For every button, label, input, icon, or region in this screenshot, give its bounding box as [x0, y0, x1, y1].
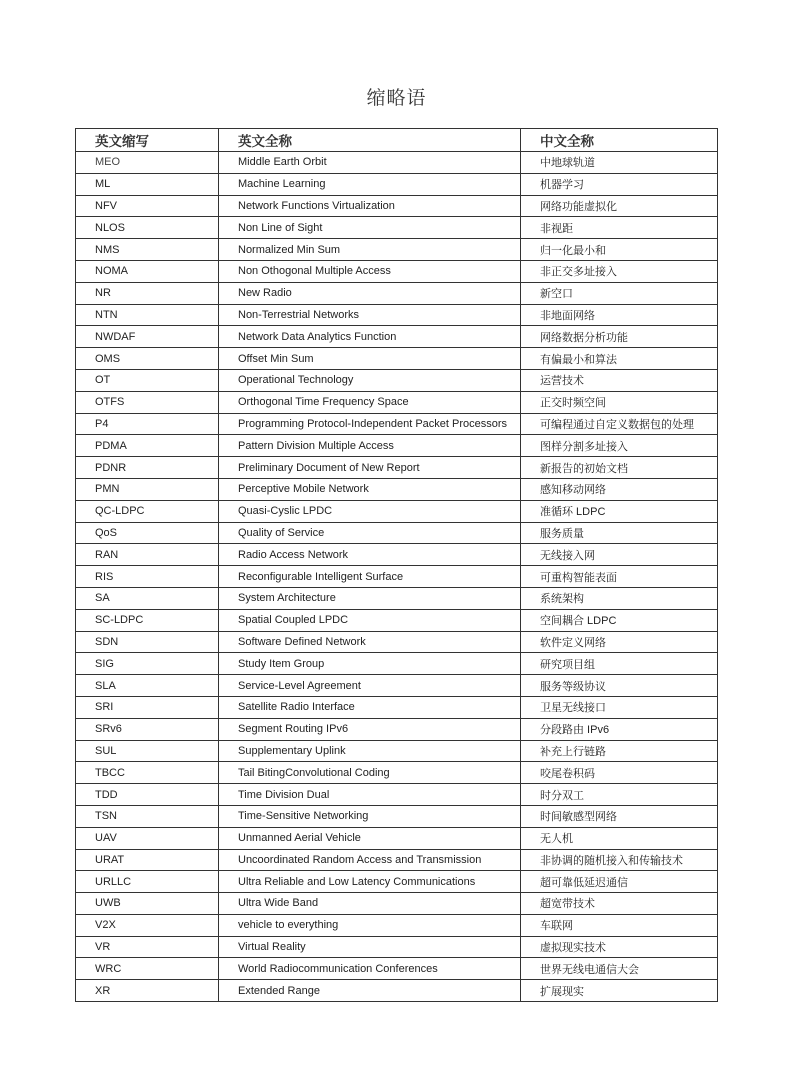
chinese-name-cell: 可编程通过自定义数据包的处理 — [521, 413, 718, 435]
abbreviation-cell: NMS — [76, 239, 219, 261]
table-row — [76, 587, 718, 609]
english-name-cell: Software Defined Network — [219, 631, 521, 653]
abbreviation-cell: PDMA — [76, 435, 219, 457]
english-name-cell: Extended Range — [219, 980, 521, 1002]
chinese-name-cell: 非协调的随机接入和传输技术 — [521, 849, 718, 871]
abbreviation-cell: MEO — [76, 152, 219, 174]
chinese-name-cell: 归一化最小和 — [521, 239, 718, 261]
chinese-name-cell: 新报告的初始文档 — [521, 457, 718, 479]
abbreviation-cell: NTN — [76, 304, 219, 326]
table-row — [76, 827, 718, 849]
abbreviations-table — [75, 128, 718, 1002]
abbreviation-cell: OMS — [76, 348, 219, 370]
chinese-name-cell: 车联网 — [521, 914, 718, 936]
table-row — [76, 958, 718, 980]
chinese-name-cell: 可重构智能表面 — [521, 566, 718, 588]
table-row — [76, 173, 718, 195]
chinese-name-cell: 研究项目组 — [521, 653, 718, 675]
english-name-cell: Reconfigurable Intelligent Surface — [219, 566, 521, 588]
abbreviation-cell: TSN — [76, 805, 219, 827]
table-row — [76, 936, 718, 958]
english-name-cell: Middle Earth Orbit — [219, 152, 521, 174]
table-row — [76, 326, 718, 348]
english-name-cell: Normalized Min Sum — [219, 239, 521, 261]
abbreviation-cell: SRI — [76, 696, 219, 718]
header-chinese-full-name: 中文全称 — [521, 129, 718, 152]
english-name-cell: Quality of Service — [219, 522, 521, 544]
table-row — [76, 805, 718, 827]
chinese-name-cell: 中地球轨道 — [521, 152, 718, 174]
chinese-name-cell: 感知移动网络 — [521, 478, 718, 500]
chinese-name-cell: 无线接入网 — [521, 544, 718, 566]
table-row — [76, 304, 718, 326]
chinese-name-cell: 新空口 — [521, 282, 718, 304]
table-row — [76, 348, 718, 370]
table-row — [76, 893, 718, 915]
abbreviation-cell: UAV — [76, 827, 219, 849]
abbreviation-cell: TDD — [76, 784, 219, 806]
table-body — [76, 152, 718, 1002]
chinese-name-cell: 补充上行链路 — [521, 740, 718, 762]
chinese-name-cell: 无人机 — [521, 827, 718, 849]
chinese-name-cell: 图样分割多址接入 — [521, 435, 718, 457]
english-name-cell: vehicle to everything — [219, 914, 521, 936]
english-name-cell: System Architecture — [219, 587, 521, 609]
abbreviation-cell: P4 — [76, 413, 219, 435]
chinese-name-cell: 世界无线电通信大会 — [521, 958, 718, 980]
abbreviation-cell: NLOS — [76, 217, 219, 239]
table-row — [76, 566, 718, 588]
table-row — [76, 500, 718, 522]
abbreviation-cell: WRC — [76, 958, 219, 980]
english-name-cell: World Radiocommunication Conferences — [219, 958, 521, 980]
abbreviation-cell: SLA — [76, 675, 219, 697]
abbreviation-cell: NOMA — [76, 260, 219, 282]
english-name-cell: Virtual Reality — [219, 936, 521, 958]
table-row — [76, 696, 718, 718]
abbreviation-cell: PMN — [76, 478, 219, 500]
abbreviation-cell: QoS — [76, 522, 219, 544]
english-name-cell: Perceptive Mobile Network — [219, 478, 521, 500]
table-row — [76, 457, 718, 479]
table-row — [76, 871, 718, 893]
table-row — [76, 914, 718, 936]
table-row — [76, 195, 718, 217]
chinese-name-cell: 超宽带技术 — [521, 893, 718, 915]
chinese-name-cell: 卫星无线接口 — [521, 696, 718, 718]
english-name-cell: Uncoordinated Random Access and Transmission — [219, 849, 521, 871]
chinese-name-cell: 软件定义网络 — [521, 631, 718, 653]
table-row — [76, 391, 718, 413]
english-name-cell: Quasi-Cyslic LPDC — [219, 500, 521, 522]
abbreviation-cell: SIG — [76, 653, 219, 675]
chinese-name-cell: 分段路由 IPv6 — [521, 718, 718, 740]
english-name-cell: Time-Sensitive Networking — [219, 805, 521, 827]
chinese-name-cell: 非地面网络 — [521, 304, 718, 326]
english-name-cell: Satellite Radio Interface — [219, 696, 521, 718]
english-name-cell: Non-Terrestrial Networks — [219, 304, 521, 326]
chinese-name-cell: 空间耦合 LDPC — [521, 609, 718, 631]
chinese-name-cell: 有偏最小和算法 — [521, 348, 718, 370]
table-row — [76, 478, 718, 500]
table-row — [76, 653, 718, 675]
chinese-name-cell: 时分双工 — [521, 784, 718, 806]
english-name-cell: Machine Learning — [219, 173, 521, 195]
table-row — [76, 675, 718, 697]
table-row — [76, 152, 718, 174]
chinese-name-cell: 咬尾卷积码 — [521, 762, 718, 784]
page-title: 缩略语 — [366, 88, 427, 109]
table-row — [76, 980, 718, 1002]
abbreviation-cell: SUL — [76, 740, 219, 762]
table-row — [76, 522, 718, 544]
table-row — [76, 631, 718, 653]
chinese-name-cell: 扩展现实 — [521, 980, 718, 1002]
header-english-full-name: 英文全称 — [219, 129, 521, 152]
table-row — [76, 609, 718, 631]
table-row — [76, 849, 718, 871]
abbreviation-cell: NR — [76, 282, 219, 304]
chinese-name-cell: 服务质量 — [521, 522, 718, 544]
abbreviation-cell: SRv6 — [76, 718, 219, 740]
abbreviation-cell: XR — [76, 980, 219, 1002]
english-name-cell: Unmanned Aerial Vehicle — [219, 827, 521, 849]
table-row — [76, 544, 718, 566]
abbreviation-cell: TBCC — [76, 762, 219, 784]
english-name-cell: Network Functions Virtualization — [219, 195, 521, 217]
abbreviation-cell: SDN — [76, 631, 219, 653]
chinese-name-cell: 非视距 — [521, 217, 718, 239]
chinese-name-cell: 超可靠低延迟通信 — [521, 871, 718, 893]
table-row — [76, 239, 718, 261]
english-name-cell: Programming Protocol-Independent Packet Processors — [219, 413, 521, 435]
abbreviation-cell: VR — [76, 936, 219, 958]
english-name-cell: Orthogonal Time Frequency Space — [219, 391, 521, 413]
abbreviation-cell: SA — [76, 587, 219, 609]
english-name-cell: Offset Min Sum — [219, 348, 521, 370]
chinese-name-cell: 网络功能虚拟化 — [521, 195, 718, 217]
chinese-name-cell: 正交时频空间 — [521, 391, 718, 413]
chinese-name-cell: 准循环 LDPC — [521, 500, 718, 522]
table-row — [76, 260, 718, 282]
abbreviation-cell: NWDAF — [76, 326, 219, 348]
table-row — [76, 435, 718, 457]
abbreviation-cell: NFV — [76, 195, 219, 217]
english-name-cell: Pattern Division Multiple Access — [219, 435, 521, 457]
chinese-name-cell: 运营技术 — [521, 369, 718, 391]
chinese-name-cell: 时间敏感型网络 — [521, 805, 718, 827]
english-name-cell: Ultra Wide Band — [219, 893, 521, 915]
abbreviation-cell: ML — [76, 173, 219, 195]
english-name-cell: Preliminary Document of New Report — [219, 457, 521, 479]
abbreviation-cell: URLLC — [76, 871, 219, 893]
abbreviation-cell: V2X — [76, 914, 219, 936]
english-name-cell: Segment Routing IPv6 — [219, 718, 521, 740]
abbreviation-cell: OTFS — [76, 391, 219, 413]
english-name-cell: Study Item Group — [219, 653, 521, 675]
english-name-cell: Non Line of Sight — [219, 217, 521, 239]
english-name-cell: Operational Technology — [219, 369, 521, 391]
english-name-cell: Tail BitingConvolutional Coding — [219, 762, 521, 784]
abbreviation-cell: UWB — [76, 893, 219, 915]
chinese-name-cell: 服务等级协议 — [521, 675, 718, 697]
table-row — [76, 740, 718, 762]
table-row — [76, 718, 718, 740]
header-abbreviation: 英文缩写 — [76, 129, 219, 152]
table-row — [76, 762, 718, 784]
english-name-cell: Time Division Dual — [219, 784, 521, 806]
english-name-cell: Network Data Analytics Function — [219, 326, 521, 348]
english-name-cell: Spatial Coupled LPDC — [219, 609, 521, 631]
table-row — [76, 369, 718, 391]
english-name-cell: Service-Level Agreement — [219, 675, 521, 697]
chinese-name-cell: 虚拟现实技术 — [521, 936, 718, 958]
table-row — [76, 784, 718, 806]
english-name-cell: Ultra Reliable and Low Latency Communications — [219, 871, 521, 893]
table-row — [76, 413, 718, 435]
table-row — [76, 217, 718, 239]
chinese-name-cell: 机器学习 — [521, 173, 718, 195]
table-header-row — [76, 129, 718, 152]
abbreviation-cell: RIS — [76, 566, 219, 588]
abbreviation-cell: PDNR — [76, 457, 219, 479]
abbreviation-cell: OT — [76, 369, 219, 391]
english-name-cell: Radio Access Network — [219, 544, 521, 566]
abbreviation-cell: RAN — [76, 544, 219, 566]
english-name-cell: Non Othogonal Multiple Access — [219, 260, 521, 282]
abbreviation-cell: SC-LDPC — [76, 609, 219, 631]
chinese-name-cell: 网络数据分析功能 — [521, 326, 718, 348]
table-row — [76, 282, 718, 304]
abbreviation-cell: QC-LDPC — [76, 500, 219, 522]
chinese-name-cell: 系统架构 — [521, 587, 718, 609]
abbreviation-cell: URAT — [76, 849, 219, 871]
chinese-name-cell: 非正交多址接入 — [521, 260, 718, 282]
english-name-cell: New Radio — [219, 282, 521, 304]
english-name-cell: Supplementary Uplink — [219, 740, 521, 762]
